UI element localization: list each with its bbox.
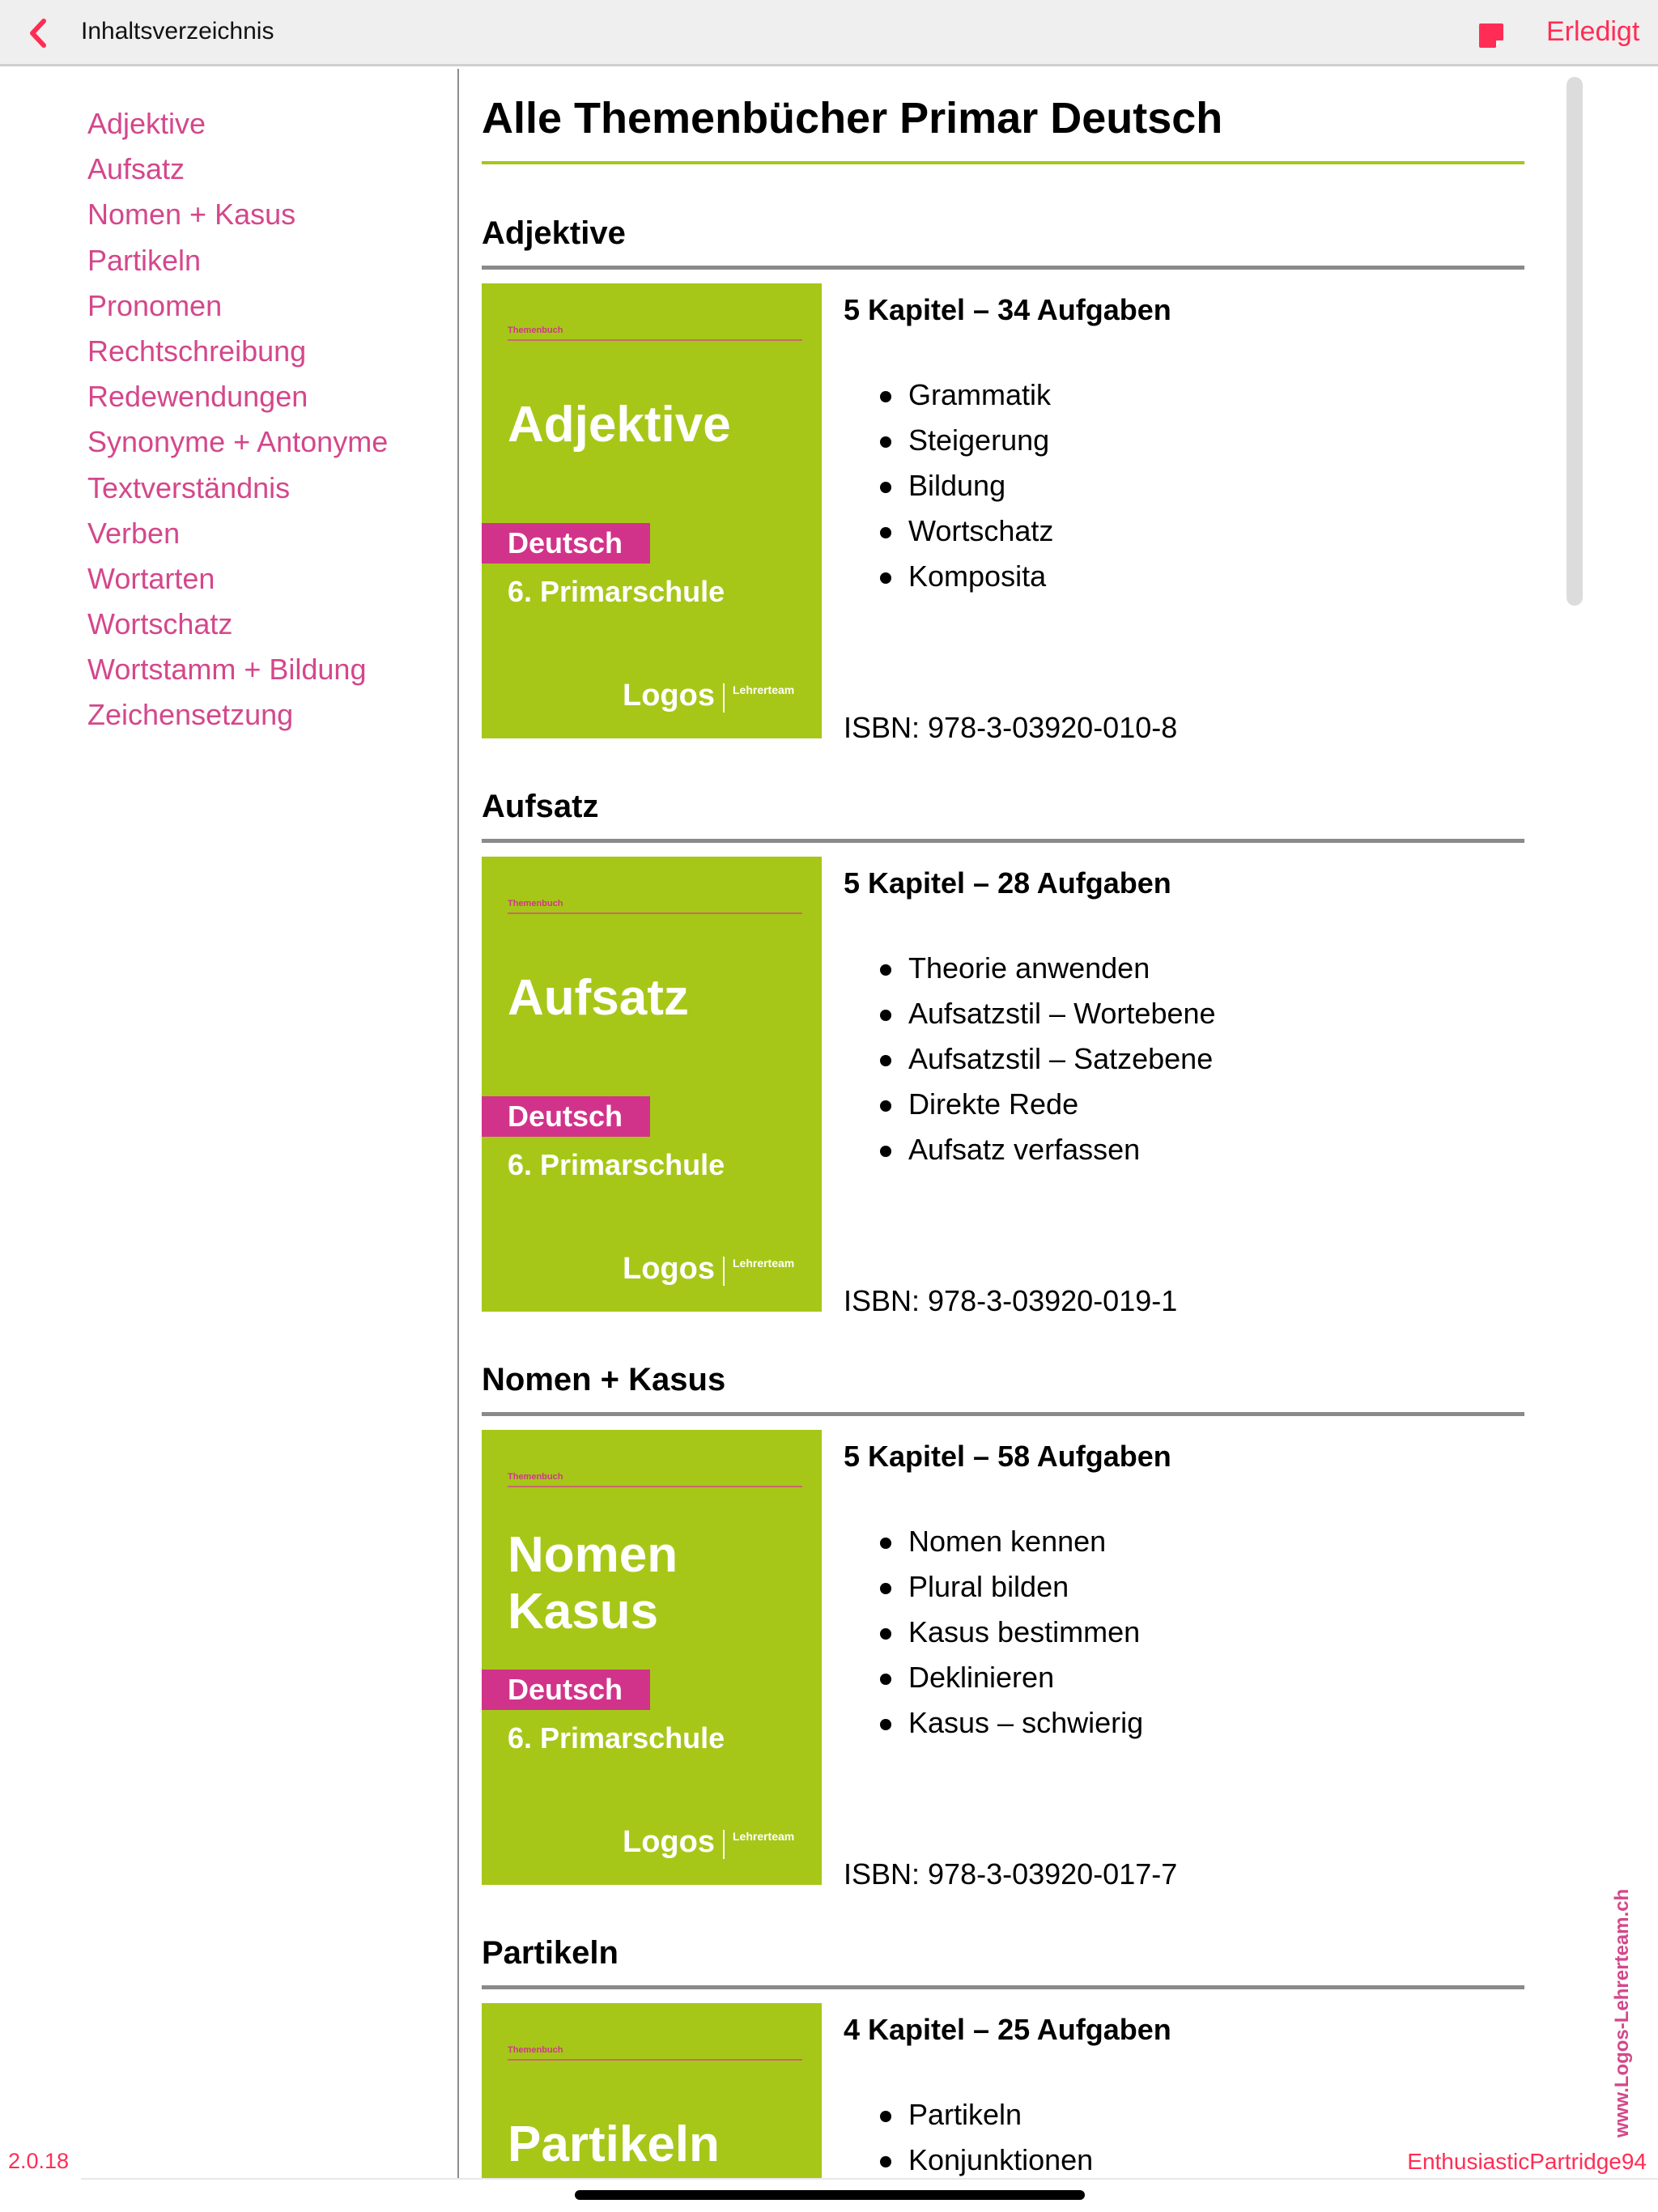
topic-label: Aufsatzstil – Wortebene xyxy=(908,997,1216,1030)
username-label: EnthusiasticPartridge94 xyxy=(1407,2149,1647,2174)
chapter-task-count: 4 Kapitel – 25 Aufgaben xyxy=(844,2013,1171,2046)
publisher-logo xyxy=(623,678,794,713)
topic-item xyxy=(844,1610,1143,1655)
book-catalog-content xyxy=(459,69,1658,2178)
section-divider xyxy=(482,266,1524,270)
topic-list xyxy=(844,2092,1093,2178)
topic-item xyxy=(844,1519,1143,1564)
section-heading: Nomen + Kasus xyxy=(482,1362,726,1397)
cover-kicker: Themenbuch xyxy=(508,899,563,908)
topic-label: Theorie anwenden xyxy=(908,951,1150,985)
footer-divider xyxy=(81,2178,1658,2180)
topic-item xyxy=(844,554,1053,599)
cover-grade: 6. Primarschule xyxy=(508,575,725,608)
toc-item-aufsatz[interactable]: Aufsatz xyxy=(87,152,185,186)
logo-separator xyxy=(723,1830,725,1859)
cover-subject-band xyxy=(482,523,650,564)
toc-item-nomen-kasus[interactable]: Nomen + Kasus xyxy=(87,198,296,232)
topic-label: Direkte Rede xyxy=(908,1087,1079,1121)
vertical-scrollbar[interactable] xyxy=(1567,77,1583,606)
section-heading: Aufsatz xyxy=(482,789,599,824)
topic-label: Aufsatz verfassen xyxy=(908,1133,1141,1166)
book-cover[interactable] xyxy=(482,283,822,738)
toc-item-rechtschreibung[interactable]: Rechtschreibung xyxy=(87,334,307,368)
cover-subject-band xyxy=(482,1096,650,1137)
chapter-task-count: 5 Kapitel – 28 Aufgaben xyxy=(844,866,1171,900)
bullet-icon xyxy=(880,391,891,402)
website-watermark: www.Logos-Lehrerteam.ch xyxy=(1611,1888,1633,2138)
book-section-aufsatz xyxy=(482,787,1524,1360)
topic-item xyxy=(844,1127,1216,1172)
cover-grade: 6. Primarschule xyxy=(508,1721,725,1755)
publisher-logo xyxy=(623,1252,794,1287)
cover-kicker-rule xyxy=(508,1486,802,1487)
done-button[interactable]: Erledigt xyxy=(1546,16,1640,47)
cover-subject: Deutsch xyxy=(508,1673,623,1706)
topic-label: Steigerung xyxy=(908,423,1050,457)
logo-sub: Lehrerteam xyxy=(732,683,795,696)
bullet-icon xyxy=(880,2111,891,2122)
bullet-icon xyxy=(880,1538,891,1549)
isbn: ISBN: 978-3-03920-010-8 xyxy=(844,711,1178,744)
section-divider xyxy=(482,1985,1524,1989)
section-divider xyxy=(482,1412,1524,1416)
topic-item xyxy=(844,1700,1143,1746)
cover-title: Partikeln xyxy=(508,2116,720,2172)
cover-kicker-rule xyxy=(508,2059,802,2061)
cover-title: Aufsatz xyxy=(508,970,689,1026)
topic-item xyxy=(844,946,1216,991)
topic-item xyxy=(844,2138,1093,2178)
topic-item xyxy=(844,508,1053,554)
back-button[interactable] xyxy=(28,15,49,52)
topic-item xyxy=(844,1082,1216,1127)
topic-item xyxy=(844,1655,1143,1700)
bullet-icon xyxy=(880,2156,891,2167)
topic-label: Grammatik xyxy=(908,378,1052,411)
topic-label: Plural bilden xyxy=(908,1570,1069,1603)
bullet-icon xyxy=(880,482,891,493)
toc-list xyxy=(87,101,388,738)
book-info xyxy=(844,283,1524,744)
cover-kicker-rule xyxy=(508,912,802,914)
bullet-icon xyxy=(880,1719,891,1730)
toc-item-zeichensetzung[interactable]: Zeichensetzung xyxy=(87,698,294,732)
cover-title: Adjektive xyxy=(508,397,731,453)
bullet-icon xyxy=(880,1010,891,1021)
publisher-logo xyxy=(623,1825,794,1860)
topic-label: Kasus – schwierig xyxy=(908,1706,1144,1739)
logo-sub: Lehrerteam xyxy=(732,1257,795,1270)
cover-title xyxy=(508,1527,815,1640)
topic-label: Konjunktionen xyxy=(908,2143,1094,2176)
table-of-contents-sidebar xyxy=(0,69,457,2174)
book-cover[interactable] xyxy=(482,2003,822,2178)
book-cover[interactable] xyxy=(482,1430,822,1885)
topic-item xyxy=(844,463,1053,508)
topic-item xyxy=(844,2092,1093,2138)
bullet-icon xyxy=(880,1628,891,1640)
title-divider xyxy=(482,161,1524,164)
toc-item-wortschatz[interactable]: Wortschatz xyxy=(87,607,233,641)
cover-kicker: Themenbuch xyxy=(508,325,563,335)
bullet-icon xyxy=(880,1146,891,1157)
book-section-nomen-kasus xyxy=(482,1360,1524,1933)
topic-label: Komposita xyxy=(908,559,1047,593)
topic-label: Deklinieren xyxy=(908,1661,1055,1694)
topic-list xyxy=(844,1519,1143,1746)
isbn: ISBN: 978-3-03920-019-1 xyxy=(844,1284,1178,1317)
topic-item xyxy=(844,1564,1143,1610)
bullet-icon xyxy=(880,1055,891,1066)
bullet-icon xyxy=(880,436,891,448)
bullet-icon xyxy=(880,1583,891,1594)
logo-main: Logos xyxy=(623,678,715,713)
app-version: 2.0.18 xyxy=(8,2149,70,2173)
logo-sub: Lehrerteam xyxy=(732,1830,795,1843)
toc-item-redewendungen[interactable]: Redewendungen xyxy=(87,380,308,414)
cover-title-line: Kasus xyxy=(508,1584,659,1640)
navigation-bar xyxy=(0,0,1658,66)
cover-kicker: Themenbuch xyxy=(508,1472,563,1482)
topic-item xyxy=(844,991,1216,1036)
section-heading: Partikeln xyxy=(482,1935,619,1971)
book-info xyxy=(844,857,1524,1317)
cover-kicker: Themenbuch xyxy=(508,2045,563,2055)
cover-grade: 6. Primarschule xyxy=(508,1148,725,1181)
bullet-icon xyxy=(880,964,891,976)
cover-subject: Deutsch xyxy=(508,1100,623,1133)
isbn: ISBN: 978-3-03920-017-7 xyxy=(844,1857,1178,1891)
sticky-note-icon[interactable] xyxy=(1478,23,1504,49)
cover-kicker-rule xyxy=(508,339,802,341)
toc-item-verben[interactable]: Verben xyxy=(87,516,181,550)
toc-item-adjektive[interactable]: Adjektive xyxy=(87,107,206,140)
book-cover[interactable] xyxy=(482,857,822,1312)
section-heading: Adjektive xyxy=(482,215,626,251)
bullet-icon xyxy=(880,1674,891,1685)
chapter-task-count: 5 Kapitel – 58 Aufgaben xyxy=(844,1440,1171,1473)
topic-item xyxy=(844,1036,1216,1082)
topic-item xyxy=(844,372,1053,418)
toc-item-pronomen[interactable]: Pronomen xyxy=(87,288,223,322)
topic-label: Bildung xyxy=(908,469,1006,502)
back-button-label[interactable]: Inhaltsverzeichnis xyxy=(81,18,274,45)
logo-separator xyxy=(723,683,725,713)
cover-title-line: Nomen xyxy=(508,1527,678,1583)
bullet-icon xyxy=(880,1100,891,1112)
chevron-left-icon xyxy=(28,17,49,49)
section-divider xyxy=(482,839,1524,843)
page-title: Alle Themenbücher Primar Deutsch xyxy=(482,94,1223,143)
cover-subject: Deutsch xyxy=(508,526,623,559)
toc-item-textverstaendnis[interactable]: Textverständnis xyxy=(87,470,291,504)
book-section-partikeln xyxy=(482,1933,1524,2178)
topic-list xyxy=(844,372,1053,599)
book-info xyxy=(844,1430,1524,1891)
topic-label: Aufsatzstil – Satzebene xyxy=(908,1042,1214,1075)
logo-main: Logos xyxy=(623,1252,715,1286)
topic-label: Wortschatz xyxy=(908,514,1054,547)
topic-list xyxy=(844,946,1216,1172)
bullet-icon xyxy=(880,572,891,584)
topic-label: Partikeln xyxy=(908,2098,1022,2131)
toc-item-wortarten[interactable]: Wortarten xyxy=(87,561,215,595)
topic-label: Nomen kennen xyxy=(908,1525,1107,1558)
bullet-icon xyxy=(880,527,891,538)
toc-item-partikeln[interactable]: Partikeln xyxy=(87,243,202,277)
logo-separator xyxy=(723,1257,725,1286)
chapter-task-count: 5 Kapitel – 34 Aufgaben xyxy=(844,293,1171,326)
book-section-adjektive xyxy=(482,214,1524,787)
logo-main: Logos xyxy=(623,1825,715,1859)
home-indicator[interactable] xyxy=(575,2190,1085,2200)
toc-item-synonyme-antonyme[interactable]: Synonyme + Antonyme xyxy=(87,425,389,459)
topic-item xyxy=(844,418,1053,463)
cover-subject-band xyxy=(482,1670,650,1710)
topic-label: Kasus bestimmen xyxy=(908,1615,1141,1648)
toc-item-wortstamm-bildung[interactable]: Wortstamm + Bildung xyxy=(87,653,367,687)
